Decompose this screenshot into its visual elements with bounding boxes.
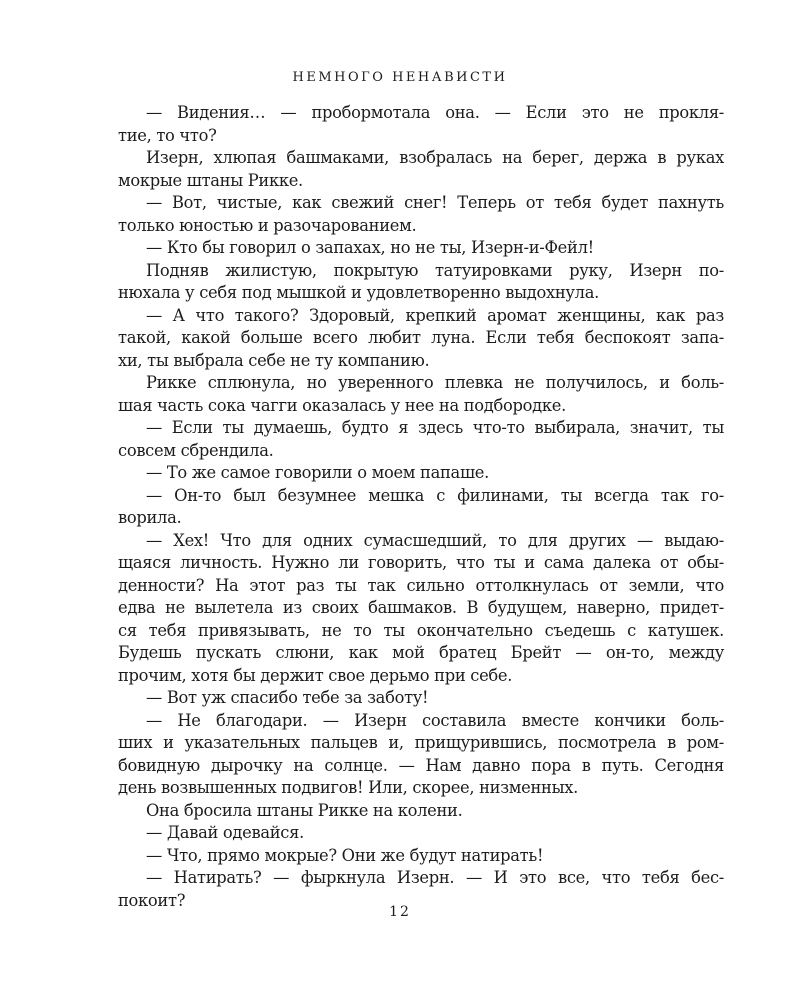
page-number: 12 <box>389 904 411 920</box>
text-line: нюхала у себя под мышкой и удовлетворенно выдохнула. <box>118 283 599 302</box>
text-line: ворила. <box>118 508 182 527</box>
running-head: НЕМНОГО НЕНАВИСТИ <box>292 70 508 85</box>
body-text <box>118 102 724 912</box>
text-line: — То же самое говорили о моем папаше. <box>146 463 490 482</box>
text-line: — Кто бы говорил о запахах, но не ты, Изерн-и-Фейл! <box>146 238 594 257</box>
text-line: шая часть сока чагги оказалась у нее на подбородке. <box>118 395 566 415</box>
text-line: — Если ты думаешь, будто я здесь что-то выбирала, значит, ты <box>146 418 724 437</box>
text-line: — Вот, чистые, как свежий снег! Теперь от тебя будет пахнуть <box>146 193 724 212</box>
text-line: денности? На этот раз ты так сильно оттолкнулась от земли, что <box>118 575 724 595</box>
text-line: покоит? <box>118 890 186 910</box>
text-line: хи, ты выбрала себе не ту компанию. <box>118 350 430 370</box>
text-line: бовидную дырочку на солнце. — Нам давно пора в путь. Сегодня <box>118 755 724 775</box>
text-line: Будешь пускать слюни, как мой братец Брейт — он-то, между <box>118 643 724 662</box>
text-line: — Давай одевайся. <box>146 823 304 842</box>
text-line: Она бросила штаны Рикке на колени. <box>146 800 463 820</box>
text-line: день возвышенных подвигов! Или, скорее, низменных. <box>118 778 579 797</box>
text-line: — Видения… — пробормотала она. — Если это не прокля- <box>146 103 724 122</box>
text-line: — Не благодари. — Изерн составила вместе кончики боль- <box>146 710 724 730</box>
text-line: — Что, прямо мокрые? Они же будут натирать! <box>146 845 544 865</box>
text-line: совсем сбрендила. <box>118 440 274 460</box>
text-line: — Вот уж спасибо тебе за заботу! <box>146 688 429 707</box>
text-line: тие, то что? <box>118 125 217 145</box>
text-line: мокрые штаны Рикке. <box>118 170 303 190</box>
text-line: — Хех! Что для одних сумасшедший, то для других — выдаю- <box>146 530 724 550</box>
text-line: щаяся личность. Нужно ли говорить, что ты и сама далека от обы- <box>118 553 724 572</box>
text-line: Рикке сплюнула, но уверенного плевка не получилось, и боль- <box>146 373 724 392</box>
text-line: Изерн, хлюпая башмаками, взобралась на берег, держа в руках <box>146 148 724 167</box>
text-line: — Он-то был безумнее мешка с филинами, ты всегда так го- <box>146 485 724 505</box>
text-line: — Натирать? — фыркнула Изерн. — И это все, что тебя бес- <box>146 868 724 887</box>
text-line: едва не вылетела из своих башмаков. В будущем, наверно, придет- <box>118 598 724 617</box>
text-line: такой, какой больше всего любит луна. Если тебя беспокоят запа- <box>118 328 724 347</box>
text-line: ся тебя привязывать, не то ты окончательно съедешь с катушек. <box>118 620 724 640</box>
text-line: Подняв жилистую, покрытую татуировками руку, Изерн по- <box>146 260 724 280</box>
text-line: — А что такого? Здоровый, крепкий аромат женщины, как раз <box>146 305 724 325</box>
text-line: только юностью и разочарованием. <box>118 215 417 235</box>
text-line: ших и указательных пальцев и, прищурившись, посмотрела в ром- <box>118 733 724 752</box>
text-line: прочим, хотя бы держит свое дерьмо при себе. <box>118 665 513 685</box>
